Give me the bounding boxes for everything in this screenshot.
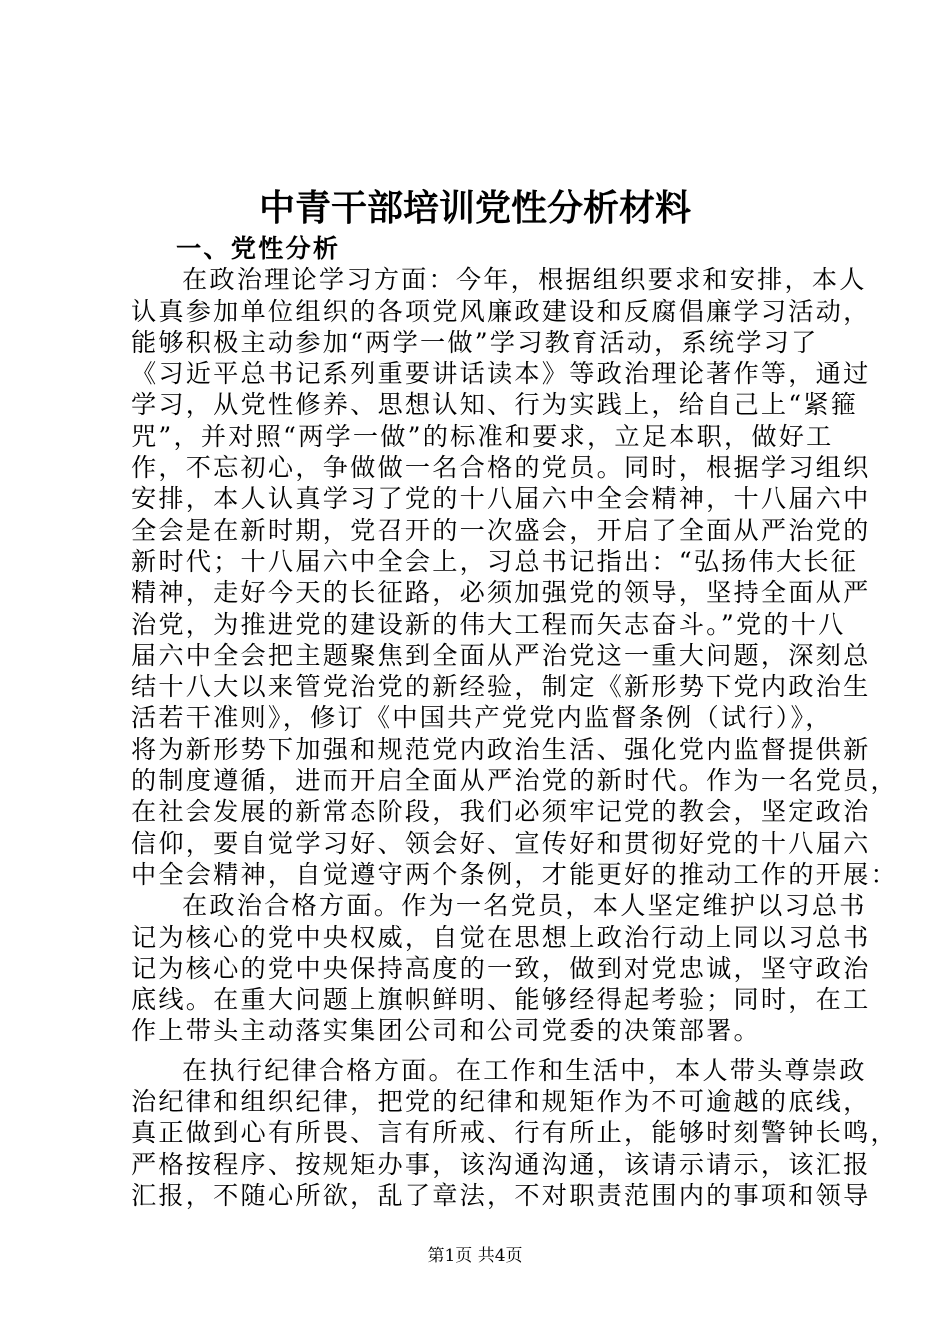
paragraph-line: 《习近平总书记系列重要讲话读本》等政治理论著作等，通过	[131, 359, 871, 389]
page-footer: 第1页 共4页	[427, 1246, 523, 1266]
paragraph-line: 活若干准则》，修订《中国共产党党内监督条例（试行）》，	[131, 703, 833, 733]
paragraph-line: 全会是在新时期，党召开的一次盛会，开启了全面从严治党的	[131, 515, 871, 545]
paragraph-line: 在政治理论学习方面：今年，根据组织要求和安排，本人	[182, 265, 867, 295]
paragraph-line: 的制度遵循，进而开启全面从严治党的新时代。作为一名党员，	[131, 766, 898, 796]
paragraph-line: 咒”，并对照“两学一做”的标准和要求，立足本职，做好工	[131, 421, 834, 451]
paragraph-line: 记为核心的党中央权威，自觉在思想上政治行动上同以习总书	[131, 922, 871, 952]
paragraph-line: 安排，本人认真学习了党的十八届六中全会精神，十八届六中	[131, 484, 871, 514]
paragraph-line: 在执行纪律合格方面。在工作和生活中，本人带头尊崇政	[182, 1055, 867, 1085]
paragraph-line: 在社会发展的新常态阶段，我们必须牢记党的教会，坚定政治	[131, 797, 871, 827]
paragraph-line: 严格按程序、按规矩办事，该沟通沟通，该请示请示，该汇报	[131, 1149, 871, 1179]
paragraph-line: 届六中全会把主题聚焦到全面从严治党这一重大问题，深刻总	[131, 640, 871, 670]
paragraph-line: 在政治合格方面。作为一名党员，本人坚定维护以习总书	[182, 891, 867, 921]
paragraph-line: 学习，从党性修养、思想认知、行为实践上，给自己上“紧箍	[131, 390, 859, 420]
paragraph	[131, 264, 898, 890]
document-body	[131, 233, 898, 1211]
paragraph-line: 记为核心的党中央保持高度的一致，做到对党忠诚，坚守政治	[131, 953, 871, 983]
document-title: 中青干部培训党性分析材料	[258, 187, 691, 229]
paragraph-line: 信仰，要自觉学习好、领会好、宣传好和贯彻好党的十八届六	[131, 828, 871, 858]
paragraph-line: 中全会精神，自觉遵守两个条例，才能更好的推动工作的开展：	[131, 859, 898, 889]
paragraph-line: 汇报，不随心所欲，乱了章法，不对职责范围内的事项和领导	[131, 1180, 871, 1210]
paragraph-line: 真正做到心有所畏、言有所戒、行有所止，能够时刻警钟长鸣，	[131, 1118, 898, 1148]
paragraph	[131, 1055, 898, 1211]
paragraph-line: 作，不忘初心，争做做一名合格的党员。同时，根据学习组织	[131, 453, 871, 483]
paragraph-line: 底线。在重大问题上旗帜鲜明、能够经得起考验；同时，在工	[131, 985, 871, 1015]
paragraph-list	[131, 264, 898, 1211]
paragraph-line: 认真参加单位组织的各项党风廉政建设和反腐倡廉学习活动，	[131, 296, 871, 326]
paragraph-line: 结十八大以来管党治党的新经验，制定《新形势下党内政治生	[131, 672, 871, 702]
paragraph	[131, 890, 871, 1046]
paragraph-line: 治党，为推进党的建设新的伟大工程而矢志奋斗。”党的十八	[131, 609, 846, 639]
paragraph-line: 精神，走好今天的长征路，必须加强党的领导，坚持全面从严	[131, 578, 871, 608]
paragraph-line: 能够积极主动参加“两学一做”学习教育活动，系统学习了	[131, 327, 819, 357]
section-heading: 一、党性分析	[176, 233, 341, 263]
paragraph-line: 将为新形势下加强和规范党内政治生活、强化党内监督提供新	[131, 734, 871, 764]
paragraph-line: 治纪律和组织纪律，把党的纪律和规矩作为不可逾越的底线，	[131, 1087, 871, 1117]
paragraph-line: 新时代；十八届六中全会上，习总书记指出：“弘扬伟大长征	[131, 546, 859, 576]
paragraph-line: 作上带头主动落实集团公司和公司党委的决策部署。	[131, 1016, 761, 1046]
